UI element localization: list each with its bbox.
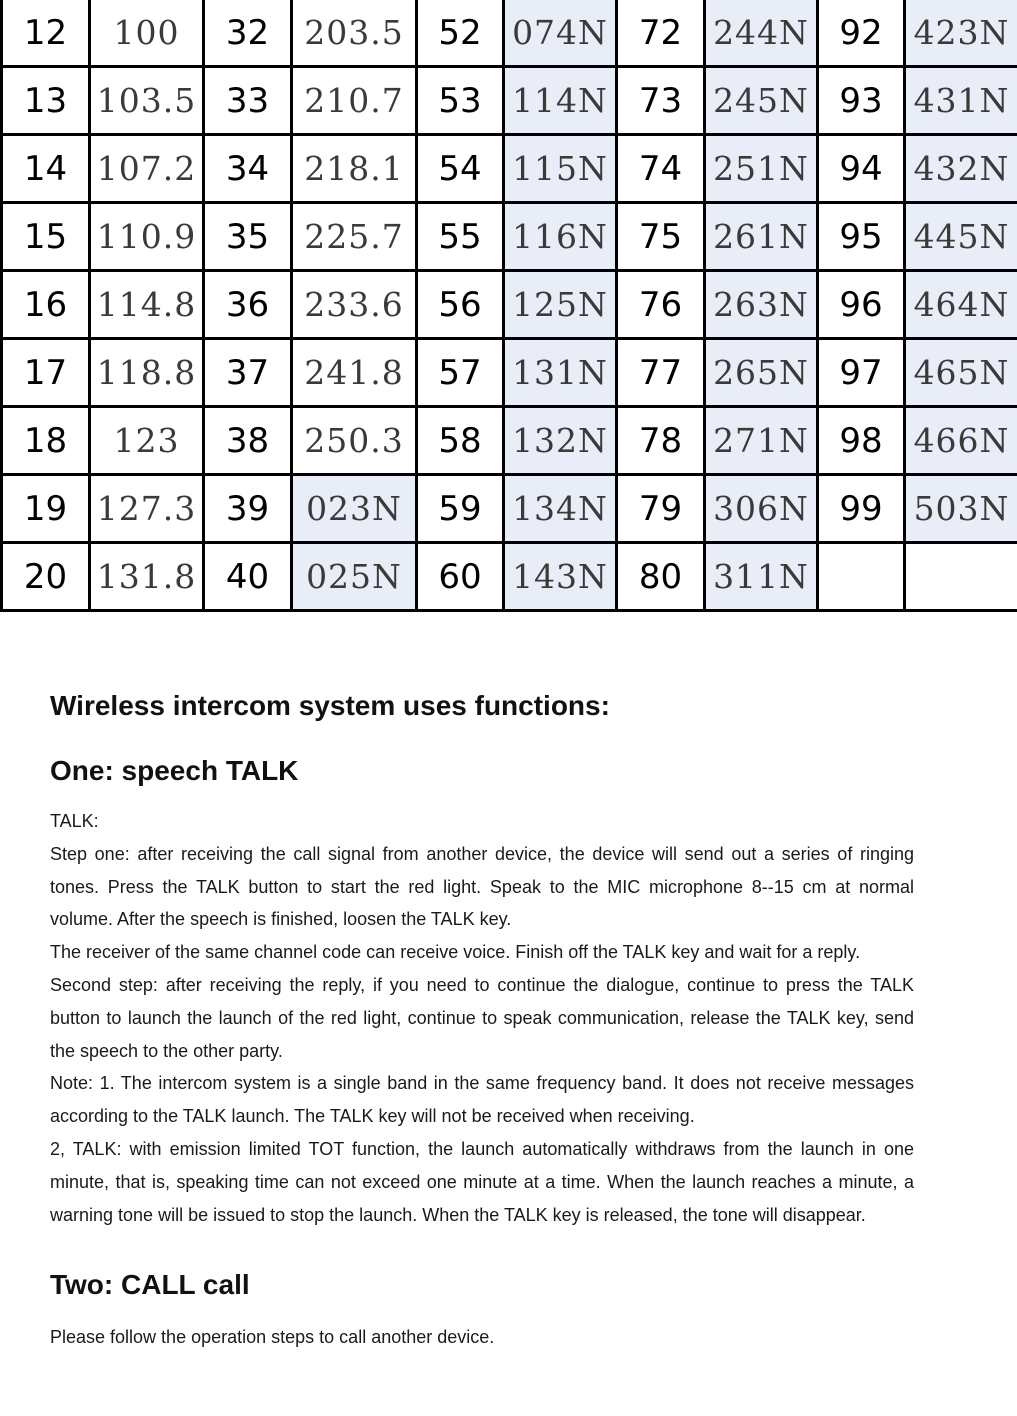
section-one-paragraph: Second step: after receiving the reply, if you need to continue the dialogue, continue to press the TALK button to launch the launch of the red light, continue to speak communication, release the TALK key, send the speech to the other party. <box>50 974 914 1061</box>
channel-code-cell: 311N <box>705 543 818 611</box>
table-row <box>2 475 1017 543</box>
channel-number-cell: 97 <box>818 339 905 407</box>
channel-number-cell: 77 <box>617 339 705 407</box>
channel-code-cell: 431N <box>905 67 1017 135</box>
channel-code-cell: 100 <box>90 0 204 67</box>
channel-number-cell: 52 <box>417 0 504 67</box>
section-two-heading: Two: CALL call <box>50 1269 250 1301</box>
channel-code-cell: 465N <box>905 339 1017 407</box>
channel-code-cell: 210.7 <box>292 67 417 135</box>
channel-number-cell: 17 <box>2 339 90 407</box>
channel-number-cell: 92 <box>818 0 905 67</box>
channel-number-cell: 39 <box>204 475 292 543</box>
channel-number-cell: 33 <box>204 67 292 135</box>
channel-code-table <box>0 0 1017 612</box>
section-one-heading: One: speech TALK <box>50 755 299 786</box>
channel-code-cell: 245N <box>705 67 818 135</box>
channel-code-cell: 225.7 <box>292 203 417 271</box>
channel-number-cell: 73 <box>617 67 705 135</box>
channel-code-cell: 074N <box>504 0 617 67</box>
channel-number-cell: 13 <box>2 67 90 135</box>
channel-number-cell: 76 <box>617 271 705 339</box>
channel-code-cell: 251N <box>705 135 818 203</box>
channel-code-cell: 132N <box>504 407 617 475</box>
channel-number-cell: 15 <box>2 203 90 271</box>
channel-number-cell: 79 <box>617 475 705 543</box>
channel-number-cell: 93 <box>818 67 905 135</box>
channel-number-cell: 57 <box>417 339 504 407</box>
channel-number-cell: 40 <box>204 543 292 611</box>
section-spacer <box>50 1231 914 1265</box>
channel-code-cell: 218.1 <box>292 135 417 203</box>
channel-code-cell: 115N <box>504 135 617 203</box>
channel-number-cell: 19 <box>2 475 90 543</box>
channel-code-cell: 114N <box>504 67 617 135</box>
channel-number-cell: 35 <box>204 203 292 271</box>
channel-code-cell: 023N <box>292 475 417 543</box>
channel-number-cell: 74 <box>617 135 705 203</box>
channel-code-cell: 233.6 <box>292 271 417 339</box>
channel-code-cell: 250.3 <box>292 407 417 475</box>
channel-number-cell: 54 <box>417 135 504 203</box>
channel-code-cell: 271N <box>705 407 818 475</box>
table-row <box>2 203 1017 271</box>
channel-number-cell: 58 <box>417 407 504 475</box>
channel-code-cell: 134N <box>504 475 617 543</box>
channel-code-cell: 118.8 <box>90 339 204 407</box>
channel-code-cell: 143N <box>504 543 617 611</box>
empty-cell <box>818 543 905 611</box>
channel-code-cell: 423N <box>905 0 1017 67</box>
section-two-paragraph: Please follow the operation steps to call another device. <box>50 1327 495 1348</box>
table-row <box>2 339 1017 407</box>
section-one-paragraph: 2, TALK: with emission limited TOT function, the launch automatically withdraws from the launch in one minute, that is, speaking time can not exceed one minute at a time. When the launch reaches a minute, a warning tone will be issued to stop the launch. When the TALK key is released, the tone will disappear. <box>50 1138 914 1225</box>
channel-number-cell: 55 <box>417 203 504 271</box>
channel-number-cell: 14 <box>2 135 90 203</box>
table-row <box>2 543 1017 611</box>
page-title: Wireless intercom system uses functions: <box>50 690 610 721</box>
channel-code-cell: 103.5 <box>90 67 204 135</box>
channel-code-cell: 203.5 <box>292 0 417 67</box>
channel-number-cell: 95 <box>818 203 905 271</box>
channel-code-cell: 432N <box>905 135 1017 203</box>
channel-number-cell: 78 <box>617 407 705 475</box>
channel-code-cell: 123 <box>90 407 204 475</box>
table-row <box>2 135 1017 203</box>
empty-cell <box>905 543 1017 611</box>
channel-number-cell: 98 <box>818 407 905 475</box>
section-one-paragraph: Note: 1. The intercom system is a single band in the same frequency band. It does not receive messages according to the TALK launch. The TALK key will not be received when receiving. <box>50 1073 914 1127</box>
channel-number-cell: 80 <box>617 543 705 611</box>
channel-number-cell: 99 <box>818 475 905 543</box>
channel-number-cell: 18 <box>2 407 90 475</box>
channel-code-cell: 244N <box>705 0 818 67</box>
channel-code-cell: 107.2 <box>90 135 204 203</box>
channel-code-cell: 125N <box>504 271 617 339</box>
channel-number-cell: 59 <box>417 475 504 543</box>
table-row <box>2 407 1017 475</box>
channel-number-cell: 96 <box>818 271 905 339</box>
table-row <box>2 0 1017 67</box>
channel-number-cell: 94 <box>818 135 905 203</box>
channel-code-cell: 503N <box>905 475 1017 543</box>
channel-code-cell: 261N <box>705 203 818 271</box>
channel-number-cell: 12 <box>2 0 90 67</box>
channel-number-cell: 37 <box>204 339 292 407</box>
channel-number-cell: 20 <box>2 543 90 611</box>
channel-code-cell: 110.9 <box>90 203 204 271</box>
document-body <box>50 686 914 1354</box>
channel-number-cell: 34 <box>204 135 292 203</box>
channel-number-cell: 32 <box>204 0 292 67</box>
channel-number-cell: 53 <box>417 67 504 135</box>
channel-code-cell: 131.8 <box>90 543 204 611</box>
channel-code-cell: 241.8 <box>292 339 417 407</box>
channel-code-cell: 127.3 <box>90 475 204 543</box>
channel-code-cell: 466N <box>905 407 1017 475</box>
section-one-paragraph: TALK: <box>50 811 99 831</box>
channel-code-cell: 445N <box>905 203 1017 271</box>
section-one-paragraph: Step one: after receiving the call signal from another device, the device will send out a series of ringing tones. Press the TALK button to start the red light. Speak to the MIC microphone 8--15 cm at normal volume. After the speech is finished, loosen the TALK key. <box>50 843 914 930</box>
channel-number-cell: 16 <box>2 271 90 339</box>
channel-number-cell: 72 <box>617 0 705 67</box>
section-one-paragraph: The receiver of the same channel code can receive voice. Finish off the TALK key and wait for a reply. <box>50 942 861 963</box>
channel-number-cell: 38 <box>204 407 292 475</box>
channel-code-cell: 131N <box>504 339 617 407</box>
channel-code-cell: 464N <box>905 271 1017 339</box>
channel-number-cell: 75 <box>617 203 705 271</box>
channel-number-cell: 56 <box>417 271 504 339</box>
channel-code-cell: 114.8 <box>90 271 204 339</box>
table-row <box>2 271 1017 339</box>
channel-code-cell: 265N <box>705 339 818 407</box>
channel-code-cell: 263N <box>705 271 818 339</box>
channel-code-cell: 025N <box>292 543 417 611</box>
channel-code-cell: 116N <box>504 203 617 271</box>
channel-number-cell: 60 <box>417 543 504 611</box>
channel-number-cell: 36 <box>204 271 292 339</box>
channel-code-table-body <box>2 0 1017 611</box>
table-row <box>2 67 1017 135</box>
channel-code-cell: 306N <box>705 475 818 543</box>
